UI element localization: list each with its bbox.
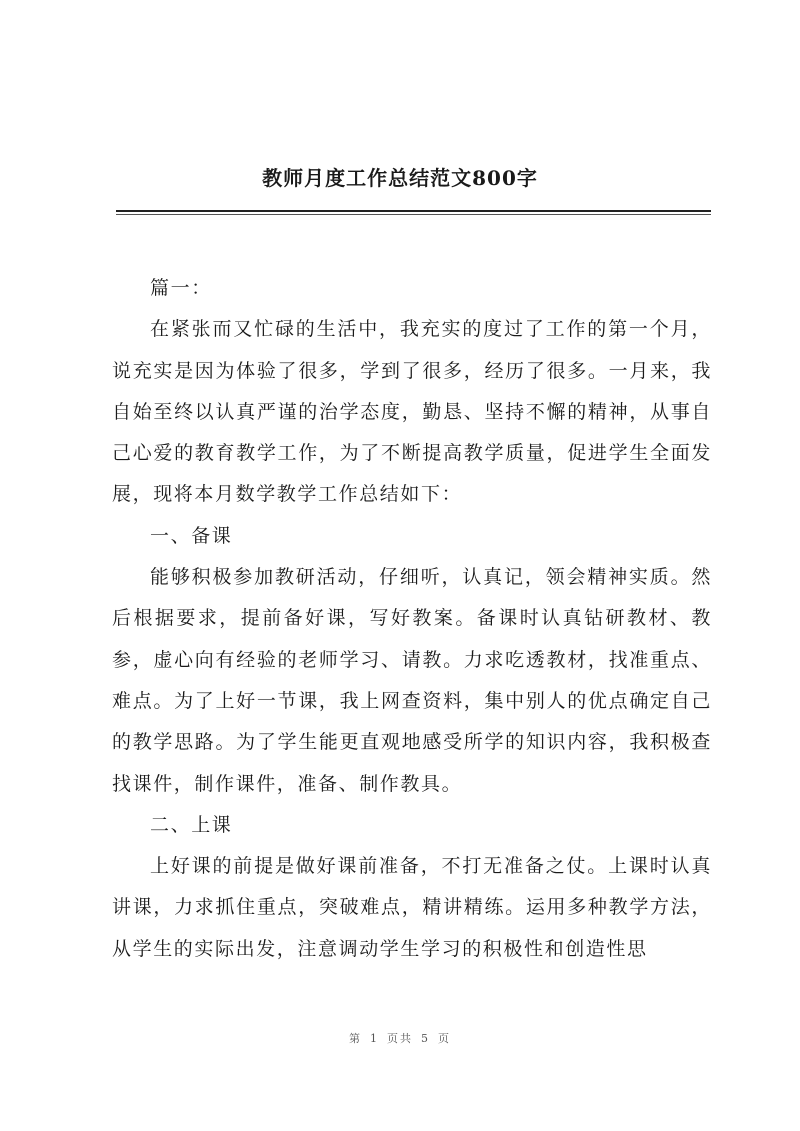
paragraph: 上好课的前提是做好课前准备，不打无准备之仗。上课时认真讲课，力求抓住重点，突破难点，精讲精练。运用多种教学方法，从学生的实际出发，注意调动学生学习的积极性和创造性思 bbox=[112, 855, 712, 960]
section-heading: 一、备课 bbox=[150, 524, 233, 547]
document-title: 教师月度工作总结范文800字 bbox=[262, 166, 538, 190]
page-footer bbox=[0, 1030, 800, 1046]
section-heading: 二、上课 bbox=[150, 813, 233, 836]
footer-current-page: 1 bbox=[370, 1032, 379, 1045]
paragraph: 能够积极参加教研活动，仔细听，认真记，领会精神实质。然后根据要求，提前备好课，写好教案。备课时认真钻研教材、教参，虚心向有经验的老师学习、请教。力求吃透教材，找准重点、难点。为了上好一节课，我上网查资料，集中别人的优点确定自己的教学思路。为了学生能更直观地感受所学的知识内容，我积极查找课件，制作课件，准备、制作教具。 bbox=[112, 566, 712, 795]
footer-label-ye-gong: 页共 bbox=[387, 1032, 413, 1045]
footer-label-ye: 页 bbox=[438, 1032, 451, 1045]
footer-label-di: 第 bbox=[349, 1032, 362, 1045]
paragraph: 在紧张而又忙碌的生活中，我充实的度过了工作的第一个月，说充实是因为体验了很多，学到了很多，经历了很多。一月来，我自始至终以认真严谨的治学态度，勤恳、坚持不懈的精神，从事自己心爱的教育教学工作，为了不断提高教学质量，促进学生全面发展，现将本月数学教学工作总结如下： bbox=[112, 318, 712, 506]
section-heading: 篇一： bbox=[150, 277, 212, 299]
title-divider bbox=[116, 210, 711, 212]
title-divider-thin bbox=[116, 214, 711, 215]
document-body bbox=[112, 268, 712, 970]
footer-total-pages: 5 bbox=[421, 1032, 430, 1045]
